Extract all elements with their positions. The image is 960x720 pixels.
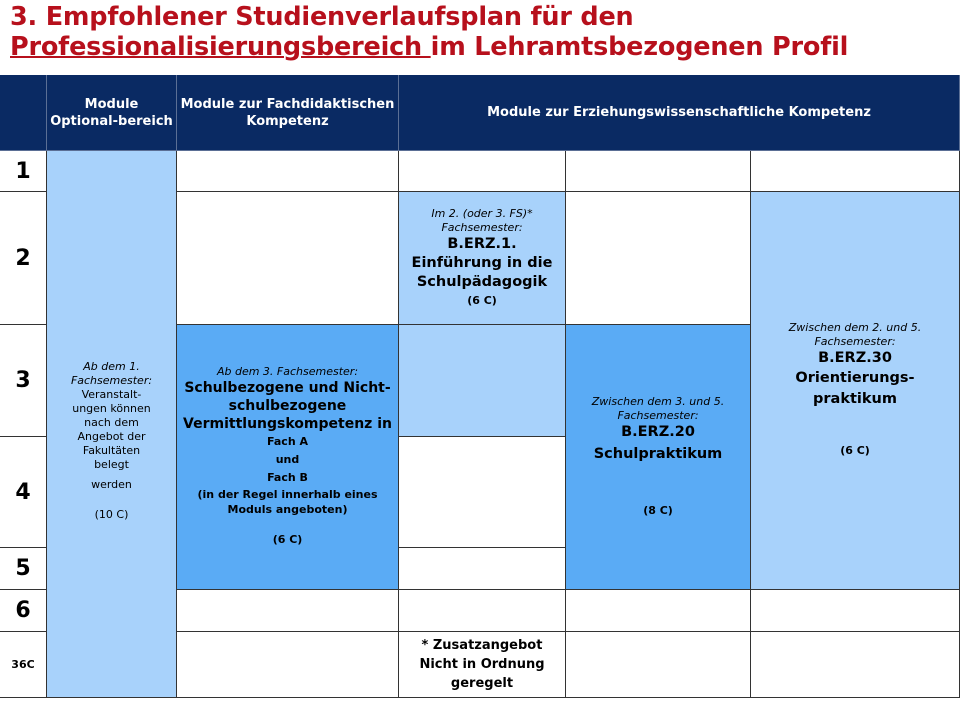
- empty-cell: [399, 437, 566, 548]
- empty-cell: [399, 548, 566, 590]
- empty-cell: [751, 590, 960, 632]
- empty-cell: [566, 632, 751, 698]
- fachdidaktik-note: (in der Regel innerhalb eines Moduls angeboten): [197, 488, 378, 516]
- title-line-2: [10, 32, 955, 62]
- title-rest: im Lehramtsbezogenen Profil: [430, 32, 849, 62]
- fachdidaktik-fach-a: Fach A: [267, 435, 308, 448]
- row-number: 5: [0, 548, 47, 590]
- empty-cell: [399, 590, 566, 632]
- empty-cell: [566, 151, 751, 192]
- erz1-code: B.ERZ.1.: [447, 235, 517, 252]
- erz30-title-1: Orientierungs-: [795, 370, 915, 386]
- module-b-erz-1: [399, 192, 566, 325]
- footnote-line-3: geregelt: [450, 676, 514, 691]
- row-number: 2: [0, 192, 47, 325]
- erz20-title: Schulpraktikum: [593, 445, 723, 462]
- erz1-title: Einführung in die Schulpädagogik: [411, 254, 553, 290]
- empty-cell: [177, 590, 399, 632]
- erz30-code: B.ERZ.30: [818, 350, 892, 366]
- erz30-credits: (6 C): [840, 444, 870, 457]
- erz30-title-2: praktikum: [813, 391, 897, 407]
- fachdidaktik-und: und: [275, 453, 300, 466]
- empty-cell: [751, 632, 960, 698]
- row-number: 4: [0, 437, 47, 548]
- optional-text-2: ungen können: [72, 402, 151, 415]
- optional-text-3: nach dem: [84, 416, 139, 429]
- row-number: 1: [0, 151, 47, 192]
- erz20-credits: (8 C): [643, 503, 673, 517]
- module-b-erz-20: [566, 325, 751, 590]
- title-line-1: 3. Empfohlener Studienverlaufsplan für den: [10, 2, 634, 32]
- footnote-line-2: Nicht in Ordnung: [419, 657, 545, 672]
- fachdidaktik-credits: (6 C): [272, 533, 303, 546]
- optional-text-6: belegt: [94, 458, 129, 471]
- fachdidaktik-when: Ab dem 3. Fachsemester:: [216, 365, 359, 378]
- erz20-code: B.ERZ.20: [621, 423, 695, 440]
- header-fachdidaktik: Module zur Fachdidaktischen Kompetenz: [177, 75, 399, 151]
- module-b-erz-30: [751, 192, 960, 590]
- empty-cell: [751, 151, 960, 192]
- empty-cell: [177, 151, 399, 192]
- row-number: 3: [0, 325, 47, 437]
- row-number: 6: [0, 590, 47, 632]
- fachdidaktik-fach-b: Fach B: [267, 471, 308, 484]
- empty-cell: [566, 590, 751, 632]
- optional-text-5: Fakultäten: [82, 444, 141, 457]
- empty-cell: [399, 325, 566, 437]
- total-credits: 36C: [0, 632, 47, 698]
- header-erziehungswissenschaft: Module zur Erziehungswissenschaftliche Kompetenz: [399, 75, 960, 151]
- erz20-when: Zwischen dem 3. und 5. Fachsemester:: [591, 394, 725, 422]
- module-optional: [47, 151, 177, 698]
- empty-cell: [566, 192, 751, 325]
- study-plan-table: [0, 75, 960, 698]
- empty-cell: [177, 192, 399, 325]
- optional-werden: werden: [91, 478, 132, 491]
- footnote-line-1: * Zusatzangebot: [421, 638, 543, 653]
- empty-cell: [177, 632, 399, 698]
- page-title: [10, 2, 955, 62]
- footnote-cell: [399, 632, 566, 698]
- title-underlined: Professionalisierungsbereich: [10, 32, 431, 62]
- erz1-credits: (6 C): [467, 293, 497, 307]
- optional-text-4: Angebot der: [77, 430, 146, 443]
- header-corner: [0, 75, 47, 151]
- optional-credits: (10 C): [94, 508, 129, 521]
- empty-cell: [399, 151, 566, 192]
- optional-when: Ab dem 1. Fachsemester:: [70, 360, 153, 387]
- module-fachdidaktik: [177, 325, 399, 590]
- optional-text-1: Veranstalt-: [81, 388, 142, 401]
- erz1-when: Im 2. (oder 3. FS)* Fachsemester:: [431, 206, 533, 234]
- fachdidaktik-title: Schulbezogene und Nicht-schulbezogene Vermittlungskompetenz in: [183, 380, 392, 432]
- erz30-when: Zwischen dem 2. und 5. Fachsemester:: [788, 321, 922, 348]
- header-optional: Module Optional-bereich: [47, 75, 177, 151]
